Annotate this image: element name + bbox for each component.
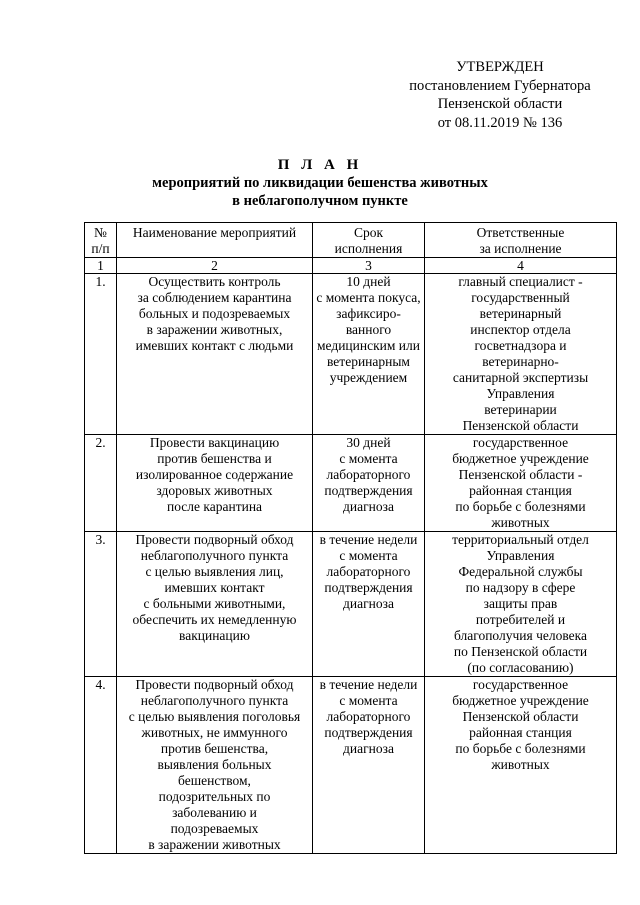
header-term bbox=[313, 223, 425, 258]
term-cell-line: учреждением bbox=[329, 370, 408, 385]
measure-cell-line: подозрительных по bbox=[158, 789, 271, 804]
measure-cell-line: с целью выявления поголовья bbox=[128, 709, 301, 724]
table-row bbox=[85, 274, 617, 435]
column-number: 2 bbox=[117, 258, 313, 274]
responsible-cell-line: благополучия человека bbox=[454, 628, 587, 643]
approval-line: от 08.11.2019 № 136 bbox=[437, 114, 563, 131]
responsible-cell-line: Управления bbox=[486, 548, 555, 563]
responsible-cell-line: государственное bbox=[472, 677, 569, 692]
header-line: № bbox=[94, 225, 107, 240]
term-cell-line: подтверждения bbox=[324, 725, 413, 740]
measure-cell-line: Осуществить контроль bbox=[148, 274, 281, 289]
measure-cell-line: с целью выявления лиц, bbox=[145, 564, 284, 579]
responsible-cell-line: ветеринарный bbox=[479, 306, 562, 321]
term-cell-line: 10 дней bbox=[346, 274, 391, 289]
term-cell-line: медицинским или bbox=[316, 338, 420, 353]
measure-cell-line: животных, не иммунного bbox=[141, 725, 288, 740]
measure-cell-line: здоровых животных bbox=[156, 483, 273, 498]
measure-cell-line: вакцинацию bbox=[179, 628, 250, 643]
row-number: 2. bbox=[85, 435, 117, 532]
responsible-cell bbox=[425, 532, 617, 677]
responsible-cell-line: животных bbox=[491, 757, 550, 772]
measure-cell-line: неблагополучного пункта bbox=[140, 693, 289, 708]
responsible-cell-line: бюджетное учреждение bbox=[452, 693, 589, 708]
term-cell bbox=[313, 532, 425, 677]
header-responsible bbox=[425, 223, 617, 258]
responsible-cell-line: бюджетное учреждение bbox=[452, 451, 589, 466]
term-cell bbox=[313, 435, 425, 532]
term-cell-line: подтверждения bbox=[324, 483, 413, 498]
measure-cell-line: выявления больных bbox=[157, 757, 272, 772]
document-subtitle-2: в неблагополучном пункте bbox=[232, 193, 408, 209]
responsible-cell-line: ветеринарии bbox=[484, 402, 557, 417]
measure-cell bbox=[117, 274, 313, 435]
term-cell-line: лабораторного bbox=[326, 564, 411, 579]
table-header-row bbox=[85, 223, 617, 258]
measure-cell-line: неблагополучного пункта bbox=[140, 548, 289, 563]
measure-cell-line: против бешенства и bbox=[157, 451, 272, 466]
measure-cell bbox=[117, 532, 313, 677]
plan-table bbox=[84, 222, 617, 854]
responsible-cell-line: Пензенской области bbox=[462, 709, 579, 724]
measure-cell-line: Провести подворный обход bbox=[135, 532, 294, 547]
measure-cell-line: с больными животными, bbox=[143, 596, 286, 611]
term-cell-line: с момента bbox=[339, 451, 398, 466]
responsible-cell bbox=[425, 677, 617, 854]
measure-cell-line: Провести вакцинацию bbox=[149, 435, 280, 450]
responsible-cell-line: районная станция bbox=[469, 483, 572, 498]
measure-cell-line: заболеванию и bbox=[172, 805, 257, 820]
measure-cell-line: за соблюдением карантина bbox=[137, 290, 292, 305]
responsible-cell-line: главный специалист - bbox=[458, 274, 583, 289]
measure-cell-line: подозреваемых bbox=[170, 821, 259, 836]
row-number: 4. bbox=[85, 677, 117, 854]
document-title: П Л А Н bbox=[277, 157, 363, 173]
header-line: за исполнение bbox=[479, 241, 562, 256]
row-number: 3. bbox=[85, 532, 117, 677]
responsible-cell-line: Управления bbox=[486, 386, 555, 401]
responsible-cell-line: государственный bbox=[471, 290, 570, 305]
term-cell-line: 30 дней bbox=[346, 435, 391, 450]
responsible-cell-line: по Пензенской области bbox=[453, 644, 588, 659]
responsible-cell-line: животных bbox=[491, 515, 550, 530]
responsible-cell-line: санитарной экспертизы bbox=[452, 370, 589, 385]
term-cell-line: в течение недели bbox=[319, 532, 418, 547]
term-cell-line: с момента покуса, bbox=[316, 290, 421, 305]
approval-stamp bbox=[380, 58, 620, 132]
measure-cell bbox=[117, 677, 313, 854]
measure-cell-line: бешенством, bbox=[178, 773, 251, 788]
approval-line: постановлением Губернатора bbox=[409, 77, 591, 94]
responsible-cell-line: государственное bbox=[472, 435, 569, 450]
term-cell-line: ванного bbox=[345, 322, 392, 337]
responsible-cell-line: защиты прав bbox=[483, 596, 558, 611]
column-number: 1 bbox=[85, 258, 117, 274]
term-cell-line: лабораторного bbox=[326, 709, 411, 724]
measure-cell-line: Провести подворный обход bbox=[135, 677, 294, 692]
responsible-cell-line: Федеральной службы bbox=[458, 564, 583, 579]
measure-cell bbox=[117, 435, 313, 532]
responsible-cell-line: Пензенской области - bbox=[458, 467, 583, 482]
column-number-row bbox=[85, 258, 617, 274]
measure-cell-line: в заражении животных bbox=[148, 837, 281, 852]
measure-cell-line: имевших контакт bbox=[164, 580, 265, 595]
document-subtitle: мероприятий по ликвидации бешенства животных bbox=[152, 175, 488, 191]
responsible-cell-line: потребителей и bbox=[475, 612, 566, 627]
header-line: Наименование мероприятий bbox=[132, 225, 297, 240]
term-cell-line: с момента bbox=[339, 548, 398, 563]
measure-cell-line: больных и подозреваемых bbox=[138, 306, 291, 321]
table-row bbox=[85, 677, 617, 854]
term-cell-line: с момента bbox=[339, 693, 398, 708]
measure-cell-line: изолированное содержание bbox=[135, 467, 294, 482]
responsible-cell-line: по борьбе с болезнями bbox=[455, 741, 586, 756]
header-line: Ответственные bbox=[476, 225, 565, 240]
term-cell bbox=[313, 677, 425, 854]
header-line: п/п bbox=[91, 241, 110, 256]
table-row bbox=[85, 435, 617, 532]
responsible-cell-line: Пензенской области bbox=[462, 418, 579, 433]
term-cell-line: подтверждения bbox=[324, 580, 413, 595]
column-number: 4 bbox=[425, 258, 617, 274]
responsible-cell-line: инспектор отдела bbox=[470, 322, 571, 337]
measure-cell-line: обеспечить их немедленную bbox=[132, 612, 297, 627]
approval-line: Пензенской области bbox=[437, 96, 563, 112]
measure-cell-line: в заражении животных, bbox=[146, 322, 283, 337]
term-cell-line: ветеринарным bbox=[327, 354, 410, 369]
responsible-cell-line: по борьбе с болезнями bbox=[455, 499, 586, 514]
header-line: Срок bbox=[353, 225, 384, 240]
term-cell-line: диагноза bbox=[343, 741, 394, 756]
term-cell bbox=[313, 274, 425, 435]
responsible-cell-line: госветнадзора и bbox=[474, 338, 567, 353]
responsible-cell-line: по надзору в сфере bbox=[465, 580, 576, 595]
measure-cell-line: против бешенства, bbox=[160, 741, 269, 756]
responsible-cell bbox=[425, 274, 617, 435]
responsible-cell-line: (по согласованию) bbox=[467, 660, 574, 675]
responsible-cell bbox=[425, 435, 617, 532]
term-cell-line: зафиксиро- bbox=[336, 306, 401, 321]
term-cell-line: в течение недели bbox=[319, 677, 418, 692]
header-number bbox=[85, 223, 117, 258]
term-cell-line: диагноза bbox=[343, 499, 394, 514]
responsible-cell-line: территориальный отдел bbox=[452, 532, 589, 547]
responsible-cell-line: районная станция bbox=[469, 725, 572, 740]
approval-line: УТВЕРЖДЕН bbox=[456, 59, 544, 75]
term-cell-line: диагноза bbox=[343, 596, 394, 611]
row-number: 1. bbox=[85, 274, 117, 435]
term-cell-line: лабораторного bbox=[326, 467, 411, 482]
table-row bbox=[85, 532, 617, 677]
measure-cell-line: после карантина bbox=[166, 499, 263, 514]
column-number: 3 bbox=[313, 258, 425, 274]
header-line: исполнения bbox=[334, 241, 403, 256]
responsible-cell-line: ветеринарно- bbox=[482, 354, 559, 369]
measure-cell-line: имевших контакт с людьми bbox=[135, 338, 294, 353]
header-name bbox=[117, 223, 313, 258]
